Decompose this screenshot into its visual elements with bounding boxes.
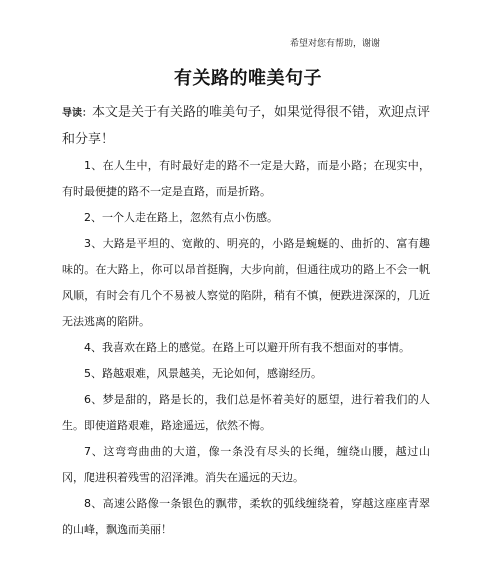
body-paragraphs: [62, 153, 430, 543]
intro-lead-label: 导读：: [62, 108, 92, 119]
paragraph-1: 1、在人生中，有时最好走的路不一定是大路，而是小路；在现实中，有时最便捷的路不一定是直路，而是折路。: [62, 159, 430, 198]
paragraph-3: 3、大路是平坦的、宽敞的、明亮的，小路是蜿蜒的、曲折的、富有趣味的。在大路上，你可以昂首挺胸，大步向前，但通往成功的路上不会一帆风顺，有时会有几个不易被人察觉的陷阱，稍有不慎，便跌进深深的，几近无法逃离的陷阱。: [62, 237, 430, 328]
paragraph-2: 2、一个人走在路上，忽然有点小伤感。: [84, 211, 278, 224]
header-note: 希望对您有帮助，谢谢: [289, 39, 380, 49]
paragraph-8: 8、高速公路像一条银色的飘带，柔软的弧线缠绕着，穿越这座座青翠的山峰，飘逸而美丽！: [62, 497, 430, 536]
paragraph-4: 4、我喜欢在路上的感觉。在路上可以避开所有我不想面对的事情。: [84, 341, 410, 354]
paragraph-5: 5、路越艰难，风景越美，无论如何，感谢经历。: [84, 367, 322, 380]
intro-paragraph: [62, 100, 430, 153]
page-title: 有关路的唯美句子: [174, 68, 322, 89]
paragraph-6: 6、梦是甜的，路是长的，我们总是怀着美好的愿望，进行着我们的人生。即使道路艰难，路途遥远，依然不悔。: [62, 393, 430, 432]
intro-text: 本文是关于有关路的唯美句子，如果觉得很不错，欢迎点评和分享！: [62, 105, 431, 147]
paragraph-7: 7、这弯弯曲曲的大道，像一条没有尽头的长绳，缠绕山腰，越过山冈，爬进积着残雪的沼泽滩。消失在遥远的天边。: [62, 445, 430, 484]
